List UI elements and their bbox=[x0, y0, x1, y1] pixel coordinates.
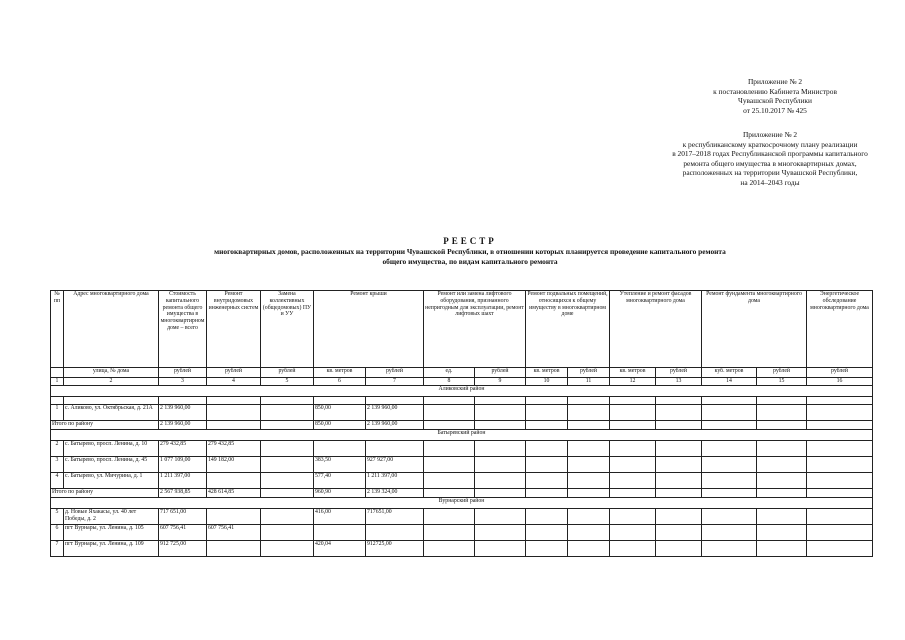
col-number: 3 bbox=[159, 378, 207, 386]
row-address: с. Батырево, просп. Ленина, д. 10 bbox=[64, 441, 159, 457]
row-address: пгт Вурнары, ул. Ленина, д. 105 bbox=[64, 525, 159, 541]
row-roof-qty bbox=[314, 441, 366, 457]
appendix2-line: к республиканскому краткосрочному плану реализации bbox=[682, 139, 858, 149]
row-cost: 1 077 109,00 bbox=[159, 457, 207, 473]
units-basement-rub: рублей bbox=[568, 368, 610, 378]
row-number: 7 bbox=[51, 541, 64, 557]
row-cost: 717 651,00 bbox=[159, 509, 207, 525]
col-number: 14 bbox=[702, 378, 757, 386]
total-label: Итого по району bbox=[51, 421, 159, 430]
appendix2-line: в 2017–2018 годах Республиканской программы капитального bbox=[672, 149, 868, 159]
header-foundation: Ремонт фундамента многоквартирного дома bbox=[702, 291, 807, 368]
row-roof-rub: 717651,00 bbox=[366, 509, 424, 525]
header-no: № пп bbox=[51, 291, 64, 368]
table-column-numbers-row bbox=[51, 378, 873, 386]
total-roof-qty: 850,00 bbox=[314, 421, 366, 430]
district-row bbox=[51, 386, 873, 397]
appendix2-line: Приложение № 2 bbox=[742, 130, 798, 139]
district-name: Вурнарский район bbox=[51, 498, 873, 509]
header-engineering: Ремонт внутридомовых инженерных систем bbox=[207, 291, 261, 368]
row-roof-rub bbox=[366, 441, 424, 457]
registry-table bbox=[50, 290, 873, 557]
col-number: 13 bbox=[656, 378, 702, 386]
total-cost: 2 139 960,00 bbox=[159, 421, 207, 430]
units-foundation-rub: рублей bbox=[757, 368, 807, 378]
row-engineering bbox=[207, 473, 261, 489]
total-engineering bbox=[207, 421, 261, 430]
appendix-header-1 bbox=[690, 77, 860, 115]
row-cost: 279 432,85 bbox=[159, 441, 207, 457]
district-total-row bbox=[51, 421, 873, 430]
header-cost: Стоимость капитального ремонта общего имущества в многоквартирном доме – всего bbox=[159, 291, 207, 368]
row-engineering bbox=[207, 541, 261, 557]
units-basement-qty: кв. метров bbox=[526, 368, 568, 378]
table-row bbox=[51, 525, 873, 541]
units-roof-qty: кв. метров bbox=[314, 368, 366, 378]
col-number: 6 bbox=[314, 378, 366, 386]
table-row bbox=[51, 509, 873, 525]
col-number: 15 bbox=[757, 378, 807, 386]
appendix2-line: на 2014–2043 годы bbox=[740, 177, 800, 187]
row-address: д. Новые Яхакасы, ул. 40 лет Победы, д. 2 bbox=[64, 509, 159, 525]
table-row bbox=[51, 541, 873, 557]
table-row bbox=[51, 405, 873, 421]
total-roof-rub: 2 139 960,00 bbox=[366, 421, 424, 430]
blank-row bbox=[51, 397, 873, 405]
row-address: с. Аликово, ул. Октябрьская, д. 21А bbox=[64, 405, 159, 421]
row-engineering: 279 432,85 bbox=[207, 441, 261, 457]
row-engineering bbox=[207, 509, 261, 525]
title-word: РЕЕСТР bbox=[443, 236, 497, 246]
row-roof-rub: 912725,00 bbox=[366, 541, 424, 557]
row-roof-qty: 850,00 bbox=[314, 405, 366, 421]
row-address: с. Батырево, просп. Ленина, д. 45 bbox=[64, 457, 159, 473]
units-foundation-qty: куб. метров bbox=[702, 368, 757, 378]
table-header-row bbox=[51, 291, 873, 368]
col-number: 12 bbox=[610, 378, 656, 386]
col-number: 10 bbox=[526, 378, 568, 386]
row-cost: 607 756,41 bbox=[159, 525, 207, 541]
col-number: 1 bbox=[51, 378, 64, 386]
district-total-row bbox=[51, 489, 873, 498]
header-basement: Ремонт подвальных помещений, относящихся к общему имуществу в многоквартирном доме bbox=[526, 291, 610, 368]
units-facade-rub: рублей bbox=[656, 368, 702, 378]
row-address: пгт Вурнары, ул. Ленина, д. 109 bbox=[64, 541, 159, 557]
appendix1-line: от 25.10.2017 № 425 bbox=[743, 105, 807, 115]
row-number: 3 bbox=[51, 457, 64, 473]
row-number: 2 bbox=[51, 441, 64, 457]
units-roof-rub: рублей bbox=[366, 368, 424, 378]
units-elevator-qty: ед. bbox=[424, 368, 475, 378]
col-number: 7 bbox=[366, 378, 424, 386]
units-address: улица, № дома bbox=[64, 368, 159, 378]
row-roof-rub: 1 211 397,00 bbox=[366, 473, 424, 489]
header-roof: Ремонт крыши bbox=[314, 291, 424, 368]
row-cost: 1 211 397,00 bbox=[159, 473, 207, 489]
row-engineering: 607 756,41 bbox=[207, 525, 261, 541]
table-units-row bbox=[51, 368, 873, 378]
appendix-header-2 bbox=[640, 130, 900, 188]
col-number: 11 bbox=[568, 378, 610, 386]
header-facade: Утепление и ремонт фасадов многоквартирного дома bbox=[610, 291, 702, 368]
table-row bbox=[51, 457, 873, 473]
district-name: Аликовский район bbox=[51, 386, 873, 397]
district-name: Батыревский район bbox=[51, 430, 873, 441]
appendix2-line: расположенных на территории Чувашской Республики, bbox=[682, 168, 858, 178]
header-meters: Замена коллективных (общедомовых) ПУ и УУ bbox=[261, 291, 314, 368]
units-cost: рублей bbox=[159, 368, 207, 378]
table-row bbox=[51, 473, 873, 489]
row-cost: 2 139 960,00 bbox=[159, 405, 207, 421]
row-roof-qty: 383,50 bbox=[314, 457, 366, 473]
units-engineering: рублей bbox=[207, 368, 261, 378]
col-number: 9 bbox=[475, 378, 526, 386]
total-cost: 2 567 938,85 bbox=[159, 489, 207, 498]
header-energy: Энергетическое обследование многоквартирного дома bbox=[807, 291, 873, 368]
units-facade-qty: кв. метров bbox=[610, 368, 656, 378]
row-number: 1 bbox=[51, 405, 64, 421]
total-roof-qty: 960,90 bbox=[314, 489, 366, 498]
row-roof-qty bbox=[314, 525, 366, 541]
col-number: 2 bbox=[64, 378, 159, 386]
total-label: Итого по району bbox=[51, 489, 159, 498]
appendix1-line: Приложение № 2 bbox=[747, 77, 803, 86]
row-number: 5 bbox=[51, 509, 64, 525]
header-address: Адрес многоквартирного дома bbox=[64, 291, 159, 368]
units-no bbox=[51, 368, 64, 378]
row-cost: 912 725,00 bbox=[159, 541, 207, 557]
units-elevator-rub: рублей bbox=[475, 368, 526, 378]
header-elevator: Ремонт или замена лифтового оборудования, признанного непригодным для эксплуатации, ремонт лифтовых шахт bbox=[424, 291, 526, 368]
row-number: 4 bbox=[51, 473, 64, 489]
title-line-2: общего имущества, по видам капитального ремонта bbox=[382, 257, 558, 266]
row-address: с. Батырево, ул. Мичурина, д. 1 bbox=[64, 473, 159, 489]
table-row bbox=[51, 441, 873, 457]
district-row bbox=[51, 430, 873, 441]
row-number: 6 bbox=[51, 525, 64, 541]
row-roof-qty: 577,40 bbox=[314, 473, 366, 489]
total-roof-rub: 2 139 324,00 bbox=[366, 489, 424, 498]
col-number: 5 bbox=[261, 378, 314, 386]
row-engineering bbox=[207, 405, 261, 421]
row-roof-qty: 420,04 bbox=[314, 541, 366, 557]
col-number: 16 bbox=[807, 378, 873, 386]
document-title bbox=[100, 235, 840, 267]
col-number: 4 bbox=[207, 378, 261, 386]
row-roof-rub bbox=[366, 525, 424, 541]
row-roof-rub: 927 927,00 bbox=[366, 457, 424, 473]
title-line-1: многоквартирных домов, расположенных на территории Чувашской Республики, в отношении которых планируется проведение капитального ремонта bbox=[214, 247, 726, 256]
district-row bbox=[51, 498, 873, 509]
appendix2-line: ремонта общего имущества в многоквартирных домах, bbox=[683, 158, 857, 168]
row-roof-rub: 2 139 960,00 bbox=[366, 405, 424, 421]
row-roof-qty: 416,00 bbox=[314, 509, 366, 525]
appendix1-line: Чувашской Республики bbox=[738, 96, 812, 106]
total-engineering: 428 614,85 bbox=[207, 489, 261, 498]
appendix1-line: к постановлению Кабинета Министров bbox=[713, 86, 837, 96]
row-engineering: 149 182,00 bbox=[207, 457, 261, 473]
col-number: 8 bbox=[424, 378, 475, 386]
units-meters: рублей bbox=[261, 368, 314, 378]
units-energy: рублей bbox=[807, 368, 873, 378]
